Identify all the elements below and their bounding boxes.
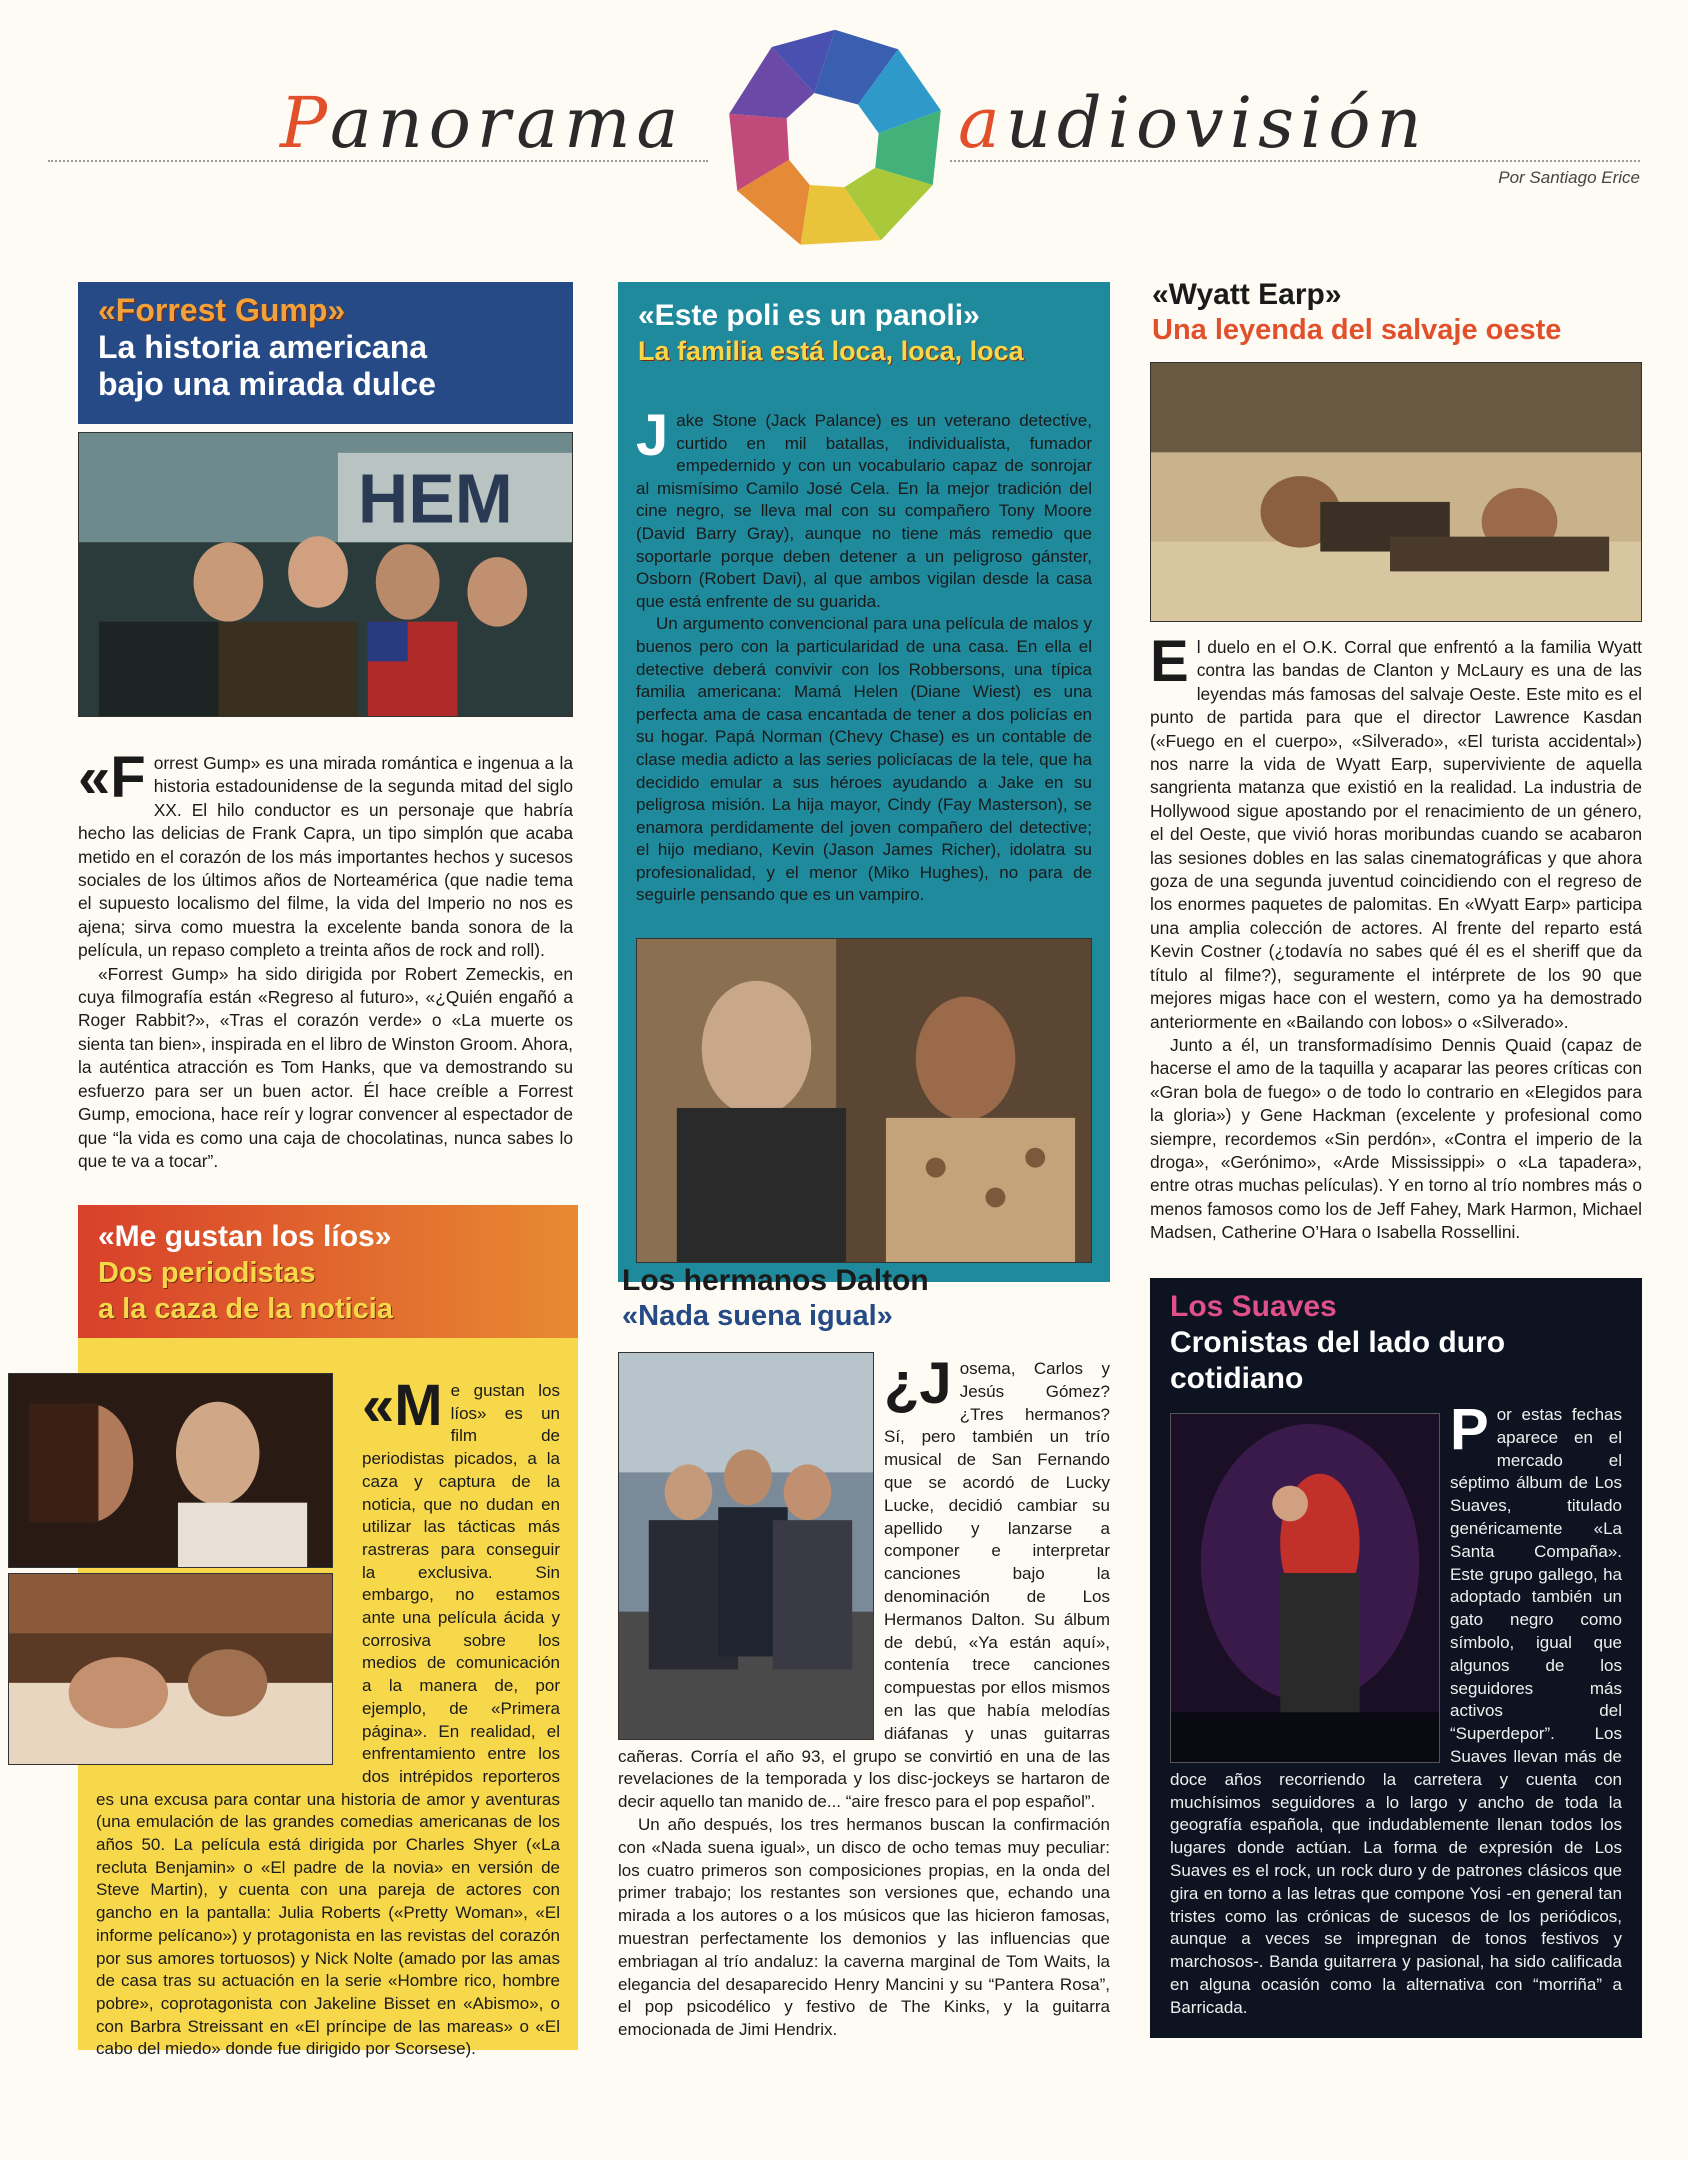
poli-paragraph-1: ake Stone (Jack Palance) es un veterano detective, curtido en mil batallas, individualista, fumador empedernido y con un vocabulario capaz de sonrojar al mismísimo Camilo José Cela. En la mejor tradición del cine negro, se lleva mal con su compañero Tony Moore (David Barry Gray), aunque no tiene más remedio que soportarle porque deben detener a un peligroso gánster, Osborn (Robert Davi), al que ambos vigilan desde la casa que está enfrente de su guarida. [636, 411, 1092, 611]
dalton-body [618, 1351, 1110, 2042]
forrest-subtitle-2: bajo una mirada dulce [98, 366, 436, 402]
forrest-gump-crowd-photo [78, 432, 573, 717]
lios-subtitle-2: a la caza de la noticia [98, 1293, 393, 1325]
forrest-title: «Forrest Gump» [98, 292, 346, 328]
poli-title-box [618, 290, 1110, 376]
suaves-title: Los Suaves [1170, 1290, 1337, 1323]
suaves-subtitle-1: Cronistas del lado duro [1170, 1326, 1506, 1359]
lios-drop-cap: «M [362, 1373, 443, 1438]
dalton-title: Los hermanos Dalton [622, 1264, 929, 1297]
svg-text:HEM: HEM [357, 459, 513, 538]
suaves-paragraph-1: or estas fechas aparece en el mercado el séptimo álbum de Los Suaves, titulado genéricamente «La Santa Compaña». Este grupo gallego, ha adoptado también un gato negro como símbolo, igual que algunos de los seguidores más activos del “Superdepor”. Los Suaves llevan más de doce años recorriendo la carretera y cuenta con muchísimos seguidores a lo largo y ancho de toda la geografía española, que indudablemente llenan todos los lugares donde actúan. La forma de expresión de Los Suaves es el rock, un rock duro y de patrones clásicos que gira en torno a las letras que compone Yosi -en general tan tristes como las crónicas de sucesos de los periódicos, aunque a veces se impregnan de tonos festivos y marchosos-. Banda guitarrera y pasional, ha sido calificada en alguna ocasión como la alternativa con “morriña” a Barricada. [1170, 1405, 1622, 2017]
poli-subtitle: La familia está loca, loca, loca [638, 336, 1024, 366]
poli-paragraph-2: Un argumento convencional para una película de malos y buenos pero con la particularidad de una casa. En ella el detective deberá convivir con los Robbersons, una típica familia americana: Mamá Helen (Diane Wiest) es una perfecta ama de casa encantada de tener a dos policías en su hogar. Papá Norman (Chevy Chase) es un contable de clase media adicto a las series policíacas de la tele, que ha decidido emular a sus héroes ayudando a Jake en su peligrosa misión. La hija mayor, Cindy (Fay Masterson), se enamora perdidamente del joven compañero del detective; el hijo mediano, Kevin (Jason James Richer), idolatra su profesionalidad, y el menor (Miko Hughes), no para de seguirle pensando que es un vampiro. [636, 614, 1092, 905]
wyatt-drop-cap: E [1150, 629, 1189, 694]
wyatt-earp-men-lying-photo [1150, 362, 1642, 622]
lios-subtitle-1: Dos periodistas [98, 1257, 316, 1289]
wyatt-paragraph-1: l duelo en el O.K. Corral que enfrentó a la familia Wyatt contra las bandas de Clanton y McLaury es una de las leyendas más famosas del salvaje Oeste. Este mito es el punto de partida para que el director Lawrence Kasdan («Fuego en el cuerpo», «Silverado», «El turista accidental») nos narre la vida de Wyatt Earp, superviviente de aquella sangrienta matanza que existió en la realidad. La industria de Hollywood sigue apostando por el renacimiento de un género, el del Oeste, que vivió horas moribundas cuando se acabaron las sesiones dobles en las salas cinematográficas y que ahora goza de una segunda juventud coincidiendo con el regreso de los enormes paquetes de palomitas. En «Wyatt Earp» participa una amplia colección de actores. Al frente del reparto está Kevin Costner (¿todavía no sabes qué él es el sheriff que da título al filme?), seguramente el intérprete de los 90 que mejores migas hace con el western, como ya ha demostrado anteriormente en «Bailando con lobos» o «Silverado». [1150, 637, 1642, 1032]
header-title-audiovision: audiovisión [958, 82, 1428, 164]
lios-float-spacer [96, 1380, 354, 1780]
header-title-panorama: Panorama [280, 82, 685, 164]
forrest-subtitle-1: La historia americana [98, 329, 428, 365]
wyatt-title: «Wyatt Earp» [1152, 278, 1342, 311]
forrest-paragraph-1: orrest Gump» es una mirada romántica e ingenua a la historia estadounidense de la segunda mitad del siglo XX. El hilo conductor es un personaje que habría hecho las delicias de Frank Capra, un tipo simplón que acaba metido en el corazón de los más importantes hechos y sucesos sociales de los últimos años de Norteamérica (que nadie tema el supuesto localismo del filme, la vida del Imperio no nos es ajena; sirva como muestra la excelente banda sonora de la película, un repaso completo a treinta años de rock and roll). [78, 753, 573, 961]
dalton-float-spacer [618, 1358, 876, 1730]
poli-drop-cap: J [636, 403, 669, 468]
aperture-logo-icon [720, 24, 950, 254]
suaves-body [1170, 1397, 1622, 2020]
lios-paragraph-1: e gustan los líos» es un film de periodistas picados, a la caza y captura de la noticia, que no dudan en utilizar las tácticas más rastreras para conseguir la exclusiva. Sin embargo, no estamos ante una película ácida y corrosiva sobre los medios de comunicación a la manera de, por ejemplo, de «Primera página». En realidad, el enfrentamiento entre los dos intrépidos reporteros es una excusa para contar una historia de amor y aventuras (una emulación de las grandes comedias americanas de los años 50. La película está dirigida por Charles Shyer («La recluta Benjamin» o «El padre de la novia» en versión de Steve Martin), y cuenta con una pareja de actores con gancho en la pantalla: Julia Roberts («Pretty Woman», «El informe pelícano») y protagonista en las revistas del corazón por sus amores tortuosos) y Nick Nolte (amado por las amas de casa tras su actuación en la serie «Hombre rico, hombre pobre», coprotagonista con Jakeline Bisset en «Abismo», o con Barbra Streissant en «El príncipe de las mareas» o «El cabo del miedo» donde fue dirigido por Scorsese). [96, 1381, 560, 2059]
suaves-subtitle-2: cotidiano [1170, 1362, 1304, 1395]
lios-body [96, 1373, 560, 2061]
wyatt-subtitle: Una leyenda del salvaje oeste [1152, 314, 1562, 346]
lios-title-box [78, 1205, 578, 1338]
este-poli-two-men-photo [636, 938, 1092, 1263]
suaves-drop-cap: P [1450, 1397, 1489, 1462]
dalton-subtitle: «Nada suena igual» [622, 1300, 893, 1332]
dalton-drop-cap: ¿J [884, 1351, 952, 1416]
lios-title: «Me gustan los líos» [98, 1220, 392, 1253]
poli-body [636, 403, 1092, 907]
forrest-title-box [78, 282, 573, 424]
wyatt-body [1150, 629, 1642, 1245]
poli-title: «Este poli es un panoli» [638, 299, 980, 332]
dalton-paragraph-1: osema, Carlos y Jesús Gómez? ¿Tres hermanos? Sí, pero también un trío musical de San Fernando que se acordó de Lucky Lucke, decidió cambiar su apellido y lanzarse a componer e interpretar canciones bajo la denominación de Los Hermanos Dalton. Su álbum de debú, «Ya están aquí», contenía trece canciones compuestas por ellos mismos en las que había melodías diáfanas y unas guitarras cañeras. Corría el año 93, el grupo se convirtió en una de las revelaciones de la temporada y los disc-jockeys se hartaron de decir aquello tan manido de... “aire fresco para el pop español”. [618, 1359, 1110, 1812]
header-rule-left [48, 160, 708, 162]
forrest-drop-cap: «F [78, 745, 146, 810]
byline: Por Santiago Erice [1498, 168, 1640, 187]
forrest-paragraph-2: «Forrest Gump» ha sido dirigida por Robert Zemeckis, en cuya filmografía están «Regreso al futuro», «¿Quién engañó a Roger Rabbit?», «Tras el corazón verde» o «La muerte os sienta tan bien», inspirada en el libro de Winston Groom. Ahora, la auténtica atracción es Tom Hanks, que va demostrando su esfuerzo para ser un buen actor. Él hace creíble a Forrest Gump, emociona, hace reír y lograr convencer al espectador de que “la vida es como una caja de chocolatinas, nunca sabes lo que te va a tocar”. [78, 963, 573, 1171]
wyatt-paragraph-2: Junto a él, un transformadísimo Dennis Quaid (capaz de hacerse el amo de la taquilla y acaparar las peores críticas con «Gran bola de fuego» o de todo lo contrario en «Elegidos para la gloria») y Gene Hackman (excelente y profesional como siempre, recordemos «Sin perdón», «Contra el imperio de la droga», «Gerónimo», «Arde Mississippi» o «La tapadera», entre otras muchas películas). Y en torno al trío nombres más o menos famosos como los de Jeff Fahey, Mark Harmon, Michael Madsen, Catherine O’Hara o Isabella Rossellini. [1150, 1034, 1642, 1243]
header-rule-right [950, 160, 1640, 162]
forrest-body [78, 745, 573, 1173]
dalton-paragraph-2: Un año después, los tres hermanos buscan la confirmación con «Nada suena igual», un disco de ocho temas muy peculiar: los cuatro primeros son composiciones propias, en la onda del primer trabajo; los restantes son versiones que, echando una mirada a los autores o a los músicos que las hicieron famosas, muestran perfectamente los demonios y las influencias que embriagan al trío andaluz: la caverna marginal de Tom Waits, la elegancia del desaparecido Henry Mancini y su “Pantera Rosa”, el pop psicodélico y festivo de The Kinks, y la guitarra emocionada de Jimi Hendrix. [618, 1814, 1110, 2040]
suaves-float-spacer [1170, 1404, 1442, 1766]
